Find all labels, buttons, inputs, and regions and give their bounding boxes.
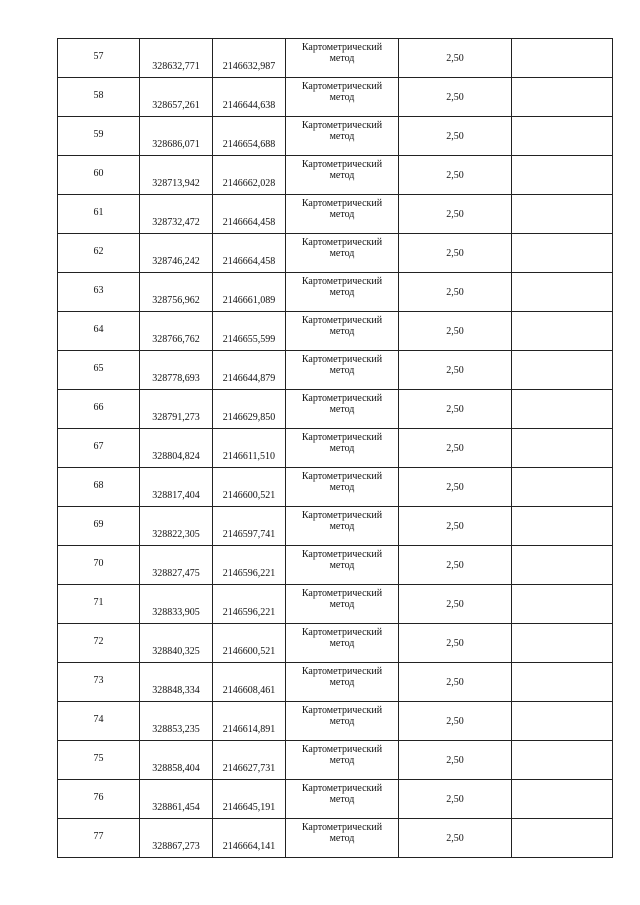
x-coordinate-text: 328867,273 <box>152 841 200 852</box>
accuracy-cell <box>399 351 512 390</box>
method-cell <box>286 195 399 234</box>
y-coordinate-cell <box>213 117 286 156</box>
y-coordinate-cell <box>213 156 286 195</box>
method-cell <box>286 624 399 663</box>
y-coordinate-cell <box>213 351 286 390</box>
accuracy-text: 2,50 <box>446 520 464 532</box>
description-cell <box>512 273 613 312</box>
point-number-cell <box>58 702 140 741</box>
x-coordinate-cell <box>140 507 213 546</box>
x-coordinate-text: 328822,305 <box>152 529 200 540</box>
point-number-cell <box>58 819 140 858</box>
method-cell <box>286 312 399 351</box>
point-number-cell <box>58 780 140 819</box>
coordinates-table <box>57 38 613 858</box>
y-coordinate-cell <box>213 546 286 585</box>
y-coordinate-cell <box>213 39 286 78</box>
accuracy-text: 2,50 <box>446 52 464 64</box>
point-number-cell <box>58 507 140 546</box>
method-text: Картометрический метод <box>301 276 383 298</box>
accuracy-cell <box>399 546 512 585</box>
description-cell <box>512 663 613 702</box>
method-cell <box>286 780 399 819</box>
method-text: Картометрический метод <box>301 627 383 649</box>
point-number-text: 66 <box>93 402 104 413</box>
method-cell <box>286 351 399 390</box>
point-number-text: 74 <box>93 714 104 725</box>
point-number-cell <box>58 585 140 624</box>
x-coordinate-cell <box>140 390 213 429</box>
accuracy-cell <box>399 234 512 273</box>
accuracy-cell <box>399 624 512 663</box>
x-coordinate-cell <box>140 195 213 234</box>
accuracy-cell <box>399 273 512 312</box>
point-number-text: 58 <box>93 90 104 101</box>
x-coordinate-text: 328853,235 <box>152 724 200 735</box>
method-cell <box>286 39 399 78</box>
y-coordinate-cell <box>213 429 286 468</box>
method-text: Картометрический метод <box>301 354 383 376</box>
x-coordinate-cell <box>140 39 213 78</box>
y-coordinate-cell <box>213 663 286 702</box>
description-cell <box>512 468 613 507</box>
point-number-text: 67 <box>93 441 104 452</box>
y-coordinate-cell <box>213 819 286 858</box>
table-row <box>58 546 613 585</box>
accuracy-cell <box>399 507 512 546</box>
accuracy-cell <box>399 39 512 78</box>
point-number-cell <box>58 39 140 78</box>
accuracy-cell <box>399 741 512 780</box>
point-number-text: 57 <box>93 51 104 62</box>
accuracy-text: 2,50 <box>446 832 464 844</box>
accuracy-text: 2,50 <box>446 208 464 220</box>
description-cell <box>512 507 613 546</box>
accuracy-text: 2,50 <box>446 481 464 493</box>
method-cell <box>286 468 399 507</box>
table-row <box>58 312 613 351</box>
x-coordinate-text: 328833,905 <box>152 607 200 618</box>
x-coordinate-text: 328848,334 <box>152 685 200 696</box>
point-number-text: 61 <box>93 207 104 218</box>
description-cell <box>512 234 613 273</box>
accuracy-cell <box>399 429 512 468</box>
point-number-cell <box>58 195 140 234</box>
method-cell <box>286 156 399 195</box>
point-number-cell <box>58 312 140 351</box>
description-cell <box>512 585 613 624</box>
y-coordinate-cell <box>213 195 286 234</box>
y-coordinate-text: 2146600,521 <box>222 490 276 501</box>
x-coordinate-text: 328713,942 <box>152 178 200 189</box>
point-number-cell <box>58 546 140 585</box>
point-number-text: 65 <box>93 363 104 374</box>
point-number-cell <box>58 429 140 468</box>
coordinates-table-body <box>58 39 613 858</box>
x-coordinate-text: 328746,242 <box>152 256 200 267</box>
method-text: Картометрический метод <box>301 822 383 844</box>
method-cell <box>286 702 399 741</box>
method-cell <box>286 819 399 858</box>
y-coordinate-text: 2146597,741 <box>222 529 276 540</box>
y-coordinate-text: 2146596,221 <box>222 568 276 579</box>
table-row <box>58 234 613 273</box>
y-coordinate-cell <box>213 702 286 741</box>
point-number-text: 70 <box>93 558 104 569</box>
y-coordinate-text: 2146654,688 <box>222 139 276 150</box>
table-row <box>58 390 613 429</box>
x-coordinate-text: 328766,762 <box>152 334 200 345</box>
x-coordinate-text: 328817,404 <box>152 490 200 501</box>
point-number-cell <box>58 390 140 429</box>
x-coordinate-text: 328778,693 <box>152 373 200 384</box>
point-number-cell <box>58 741 140 780</box>
description-cell <box>512 351 613 390</box>
y-coordinate-text: 2146644,638 <box>222 100 276 111</box>
method-cell <box>286 663 399 702</box>
x-coordinate-cell <box>140 780 213 819</box>
description-cell <box>512 195 613 234</box>
x-coordinate-text: 328632,771 <box>152 61 200 72</box>
accuracy-cell <box>399 780 512 819</box>
description-cell <box>512 546 613 585</box>
y-coordinate-text: 2146596,221 <box>222 607 276 618</box>
description-cell <box>512 117 613 156</box>
table-row <box>58 663 613 702</box>
method-cell <box>286 741 399 780</box>
x-coordinate-text: 328791,273 <box>152 412 200 423</box>
description-cell <box>512 390 613 429</box>
y-coordinate-cell <box>213 507 286 546</box>
point-number-text: 63 <box>93 285 104 296</box>
x-coordinate-text: 328732,472 <box>152 217 200 228</box>
method-cell <box>286 234 399 273</box>
point-number-cell <box>58 468 140 507</box>
point-number-cell <box>58 117 140 156</box>
y-coordinate-cell <box>213 312 286 351</box>
point-number-text: 72 <box>93 636 104 647</box>
method-text: Картометрический метод <box>301 471 383 493</box>
point-number-cell <box>58 234 140 273</box>
x-coordinate-cell <box>140 546 213 585</box>
x-coordinate-cell <box>140 663 213 702</box>
description-cell <box>512 78 613 117</box>
x-coordinate-cell <box>140 78 213 117</box>
y-coordinate-text: 2146627,731 <box>222 763 276 774</box>
table-row <box>58 273 613 312</box>
point-number-text: 62 <box>93 246 104 257</box>
x-coordinate-text: 328858,404 <box>152 763 200 774</box>
method-text: Картометрический метод <box>301 198 383 220</box>
method-cell <box>286 546 399 585</box>
point-number-cell <box>58 156 140 195</box>
method-text: Картометрический метод <box>301 159 383 181</box>
table-row <box>58 819 613 858</box>
description-cell <box>512 429 613 468</box>
point-number-text: 68 <box>93 480 104 491</box>
method-text: Картометрический метод <box>301 120 383 142</box>
method-text: Картометрический метод <box>301 510 383 532</box>
table-row <box>58 429 613 468</box>
y-coordinate-cell <box>213 234 286 273</box>
method-text: Картометрический метод <box>301 237 383 259</box>
method-text: Картометрический метод <box>301 705 383 727</box>
method-text: Картометрический метод <box>301 744 383 766</box>
accuracy-cell <box>399 468 512 507</box>
method-cell <box>286 78 399 117</box>
accuracy-text: 2,50 <box>446 559 464 571</box>
accuracy-cell <box>399 390 512 429</box>
point-number-text: 71 <box>93 597 104 608</box>
method-text: Картометрический метод <box>301 783 383 805</box>
x-coordinate-cell <box>140 819 213 858</box>
method-cell <box>286 117 399 156</box>
accuracy-text: 2,50 <box>446 91 464 103</box>
accuracy-text: 2,50 <box>446 403 464 415</box>
accuracy-cell <box>399 702 512 741</box>
point-number-text: 60 <box>93 168 104 179</box>
x-coordinate-cell <box>140 741 213 780</box>
method-text: Картометрический метод <box>301 666 383 688</box>
y-coordinate-cell <box>213 741 286 780</box>
x-coordinate-text: 328840,325 <box>152 646 200 657</box>
table-row <box>58 741 613 780</box>
table-row <box>58 351 613 390</box>
x-coordinate-cell <box>140 312 213 351</box>
accuracy-text: 2,50 <box>446 286 464 298</box>
point-number-text: 75 <box>93 753 104 764</box>
point-number-cell <box>58 273 140 312</box>
x-coordinate-text: 328756,962 <box>152 295 200 306</box>
table-row <box>58 507 613 546</box>
method-cell <box>286 390 399 429</box>
x-coordinate-cell <box>140 156 213 195</box>
point-number-text: 64 <box>93 324 104 335</box>
point-number-cell <box>58 663 140 702</box>
accuracy-text: 2,50 <box>446 793 464 805</box>
description-cell <box>512 624 613 663</box>
table-row <box>58 117 613 156</box>
x-coordinate-cell <box>140 351 213 390</box>
method-cell <box>286 507 399 546</box>
x-coordinate-text: 328686,071 <box>152 139 200 150</box>
x-coordinate-text: 328804,824 <box>152 451 200 462</box>
x-coordinate-text: 328827,475 <box>152 568 200 579</box>
y-coordinate-cell <box>213 78 286 117</box>
y-coordinate-text: 2146611,510 <box>222 451 276 462</box>
accuracy-cell <box>399 78 512 117</box>
point-number-text: 59 <box>93 129 104 140</box>
point-number-cell <box>58 624 140 663</box>
y-coordinate-text: 2146632,987 <box>222 61 276 72</box>
accuracy-text: 2,50 <box>446 442 464 454</box>
y-coordinate-text: 2146661,089 <box>222 295 276 306</box>
table-row <box>58 468 613 507</box>
accuracy-cell <box>399 195 512 234</box>
description-cell <box>512 780 613 819</box>
description-cell <box>512 39 613 78</box>
method-cell <box>286 585 399 624</box>
description-cell <box>512 741 613 780</box>
y-coordinate-text: 2146664,458 <box>222 217 276 228</box>
accuracy-text: 2,50 <box>446 169 464 181</box>
accuracy-cell <box>399 819 512 858</box>
point-number-text: 77 <box>93 831 104 842</box>
y-coordinate-cell <box>213 780 286 819</box>
accuracy-cell <box>399 585 512 624</box>
x-coordinate-cell <box>140 585 213 624</box>
point-number-text: 76 <box>93 792 104 803</box>
method-text: Картометрический метод <box>301 42 383 64</box>
y-coordinate-text: 2146655,599 <box>222 334 276 345</box>
y-coordinate-text: 2146644,879 <box>222 373 276 384</box>
y-coordinate-text: 2146664,141 <box>222 841 276 852</box>
y-coordinate-cell <box>213 624 286 663</box>
x-coordinate-cell <box>140 702 213 741</box>
accuracy-text: 2,50 <box>446 247 464 259</box>
y-coordinate-text: 2146664,458 <box>222 256 276 267</box>
description-cell <box>512 312 613 351</box>
accuracy-cell <box>399 117 512 156</box>
y-coordinate-text: 2146600,521 <box>222 646 276 657</box>
accuracy-text: 2,50 <box>446 130 464 142</box>
table-row <box>58 78 613 117</box>
table-row <box>58 195 613 234</box>
method-text: Картометрический метод <box>301 588 383 610</box>
y-coordinate-text: 2146608,461 <box>222 685 276 696</box>
description-cell <box>512 819 613 858</box>
accuracy-text: 2,50 <box>446 754 464 766</box>
accuracy-text: 2,50 <box>446 637 464 649</box>
x-coordinate-cell <box>140 468 213 507</box>
accuracy-text: 2,50 <box>446 676 464 688</box>
method-text: Картометрический метод <box>301 549 383 571</box>
accuracy-cell <box>399 156 512 195</box>
method-text: Картометрический метод <box>301 315 383 337</box>
y-coordinate-text: 2146645,191 <box>222 802 276 813</box>
table-row <box>58 39 613 78</box>
accuracy-text: 2,50 <box>446 364 464 376</box>
y-coordinate-text: 2146614,891 <box>222 724 276 735</box>
method-text: Картометрический метод <box>301 81 383 103</box>
table-row <box>58 780 613 819</box>
method-cell <box>286 273 399 312</box>
table-row <box>58 624 613 663</box>
x-coordinate-cell <box>140 117 213 156</box>
accuracy-cell <box>399 312 512 351</box>
x-coordinate-cell <box>140 624 213 663</box>
accuracy-text: 2,50 <box>446 325 464 337</box>
point-number-text: 73 <box>93 675 104 686</box>
x-coordinate-text: 328657,261 <box>152 100 200 111</box>
y-coordinate-cell <box>213 273 286 312</box>
y-coordinate-text: 2146662,028 <box>222 178 276 189</box>
y-coordinate-text: 2146629,850 <box>222 412 276 423</box>
x-coordinate-cell <box>140 273 213 312</box>
x-coordinate-text: 328861,454 <box>152 802 200 813</box>
accuracy-text: 2,50 <box>446 715 464 727</box>
method-text: Картометрический метод <box>301 393 383 415</box>
accuracy-text: 2,50 <box>446 598 464 610</box>
y-coordinate-cell <box>213 390 286 429</box>
y-coordinate-cell <box>213 585 286 624</box>
accuracy-cell <box>399 663 512 702</box>
point-number-cell <box>58 351 140 390</box>
description-cell <box>512 156 613 195</box>
method-cell <box>286 429 399 468</box>
x-coordinate-cell <box>140 429 213 468</box>
point-number-text: 69 <box>93 519 104 530</box>
description-cell <box>512 702 613 741</box>
table-row <box>58 702 613 741</box>
point-number-cell <box>58 78 140 117</box>
y-coordinate-cell <box>213 468 286 507</box>
table-row <box>58 585 613 624</box>
method-text: Картометрический метод <box>301 432 383 454</box>
table-row <box>58 156 613 195</box>
x-coordinate-cell <box>140 234 213 273</box>
